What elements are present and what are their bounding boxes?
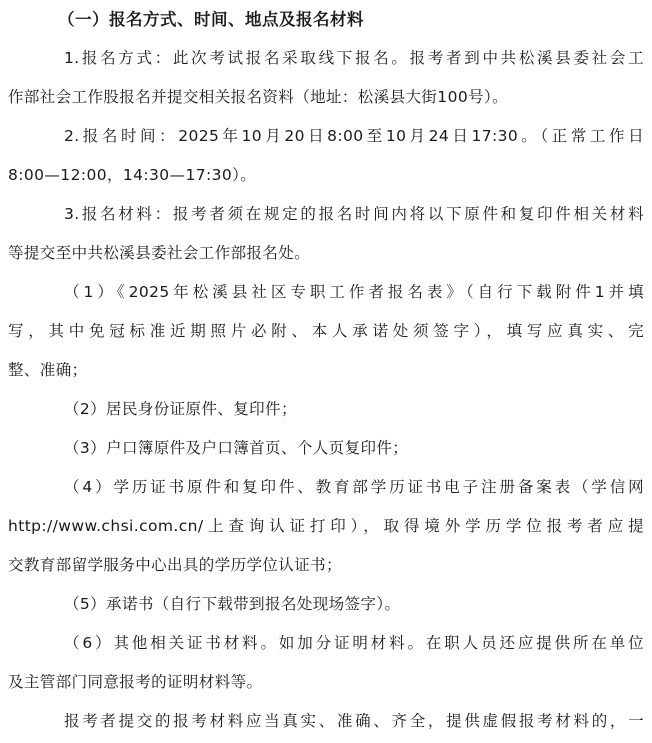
paragraph-line: 及主管部门同意报考的证明材料等。 <box>8 673 263 691</box>
paragraph-line: http://www.chsi.com.cn/上查询认证打印），取得境外学历学位报考者应提 <box>8 517 644 535</box>
section-heading: （一）报名方式、时间、地点及报名材料 <box>58 10 364 29</box>
paragraph-item-1 <box>8 273 644 390</box>
paragraph-registration-time <box>8 117 644 195</box>
paragraph-item-4 <box>8 468 644 585</box>
paragraph-registration-materials <box>8 195 644 273</box>
paragraph-line: （5）承诺书（自行下载带到报名处现场签字）。 <box>64 595 401 613</box>
paragraph-line: （6）其他相关证书材料。如加分证明材料。在职人员还应提供所在单位 <box>64 634 644 652</box>
paragraph-line: 写，其中免冠标准近期照片必附、本人承诺处须签字），填写应真实、完 <box>8 322 644 340</box>
paragraph-line: 等提交至中共松溪县委社会工作部报名处。 <box>8 244 311 262</box>
paragraph-line: 作部社会工作股报名并提交相关报名资料（地址：松溪县大街100号）。 <box>8 88 509 106</box>
paragraph-item-3 <box>8 429 644 468</box>
paragraph-item-2 <box>8 390 644 429</box>
paragraph-line: （2）居民身份证原件、复印件； <box>64 400 297 418</box>
paragraph-item-6 <box>8 624 644 702</box>
paragraph-line: 8:00—12:00，14:30—17:30）。 <box>8 166 257 184</box>
paragraph-line: 1.报名方式：此次考试报名采取线下报名。报考者到中共松溪县委社会工 <box>64 49 644 67</box>
paragraph-line: 3.报名材料：报考者须在规定的报名时间内将以下原件和复印件相关材料 <box>64 205 644 223</box>
paragraph-line: 整、准确； <box>8 361 88 379</box>
paragraph-line: 2.报名时间：2025年10月20日8:00至10月24日17:30。（正常工作日 <box>64 127 644 145</box>
paragraph-authenticity-note <box>8 702 644 741</box>
paragraph-line: 交教育部留学服务中心出具的学历学位认证书； <box>8 556 342 574</box>
paragraph-line: （3）户口簿原件及户口簿首页、个人页复印件； <box>64 439 409 457</box>
paragraph-line: （1）《2025年松溪县社区专职工作者报名表》（自行下载附件1并填 <box>64 283 644 301</box>
paragraph-line: 报考者提交的报考材料应当真实、准确、齐全，提供虚假报考材料的，一 <box>64 712 644 730</box>
paragraph-item-5 <box>8 585 644 624</box>
paragraph-registration-method <box>8 39 644 117</box>
paragraph-line: （4）学历证书原件和复印件、教育部学历证书电子注册备案表（学信网 <box>64 478 644 496</box>
